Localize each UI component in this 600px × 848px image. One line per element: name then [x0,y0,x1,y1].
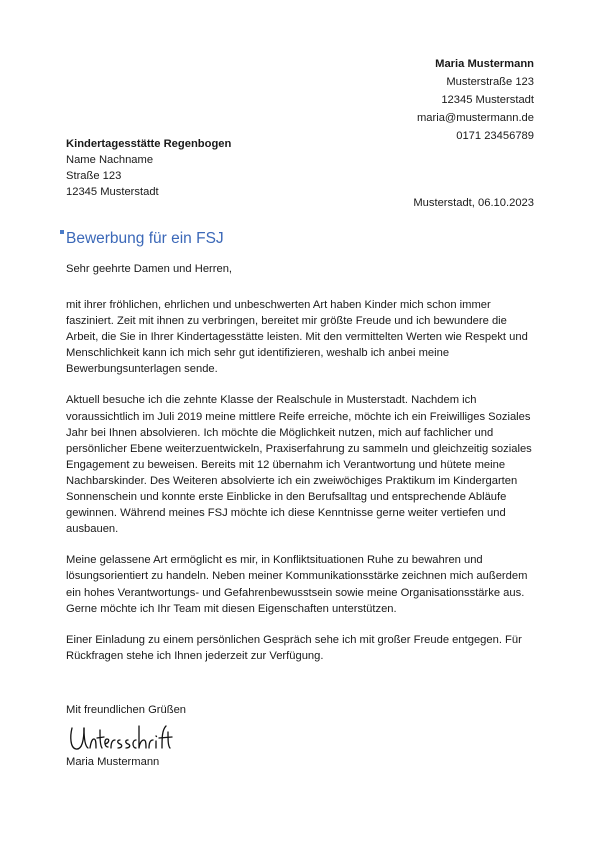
recipient-organization: Kindertagesstätte Regenbogen [66,138,232,150]
body-paragraph: Meine gelassene Art ermöglicht es mir, in Konfliktsituationen Ruhe zu bewahren und lösungsorientiert zu handeln. Neben meiner Kommunikationsstärke zeichnen mich außerdem ein hohes Verantwortungs- und Gefahrenbewusstsein sowie meine Organisationsstärke aus. Gerne möchte ich Ihr Team mit diesen Eigenschaften unterstützen. [66,554,528,615]
salutation: Sehr geehrte Damen und Herren, [66,263,233,275]
letter-date: Musterstadt, 06.10.2023 [413,197,534,209]
subject-heading: Bewerbung für ein FSJ [66,230,224,247]
handwritten-signature [64,718,174,761]
recipient-city: 12345 Musterstadt [66,186,159,198]
recipient-block [66,136,231,200]
sender-email: maria@mustermann.de [416,112,534,124]
body-paragraph: Einer Einladung zu einem persönlichen Gespräch sehe ich mit großer Freude entgegen. Für Rückfragen stehe ich Ihnen jederzeit zur Verfügung. [66,633,522,662]
sender-name: Maria Mustermann [435,58,534,70]
recipient-street: Straße 123 [66,170,122,182]
recipient-contact: Name Nachname [66,154,154,166]
body-paragraph: mit ihrer fröhlichen, ehrlichen und unbeschwerten Art haben Kinder mich schon immer fasziniert. Zeit mit ihnen zu verbringen, bereitet mir größte Freude und ich bewundere die Arbeit, die Sie in Ihrer Kindertagesstätte leisten. Mit den vermittelten Werten wie Respekt und Menschlichkeit kann ich mich sehr gut identifizieren, weshalb ich anbei meine Bewerbungsunterlagen sende. [66,299,528,376]
letter-body [66,297,538,679]
signer-name: Maria Mustermann [66,756,160,768]
closing-phrase: Mit freundlichen Grüßen [66,704,187,716]
heading-marker [60,230,64,234]
body-paragraph: Aktuell besuche ich die zehnte Klasse der Realschule in Musterstadt. Nachdem ich voraussichtlich im Juli 2019 meine mittlere Reife erreiche, möchte ich ein Freiwilliges Soziales Jahr bei Ihnen absolvieren. Ich möchte die Möglichkeit nutzen, mich auf fachlicher und persönlicher Ebene weiterzuentwickeln, Praxiserfahrung zu sammeln und gleichzeitig soziales Engagement zu beweisen. Bereits mit 12 übernahm ich Verantwortung und hütete meine Nachbarskinder. Des Weiteren absolvierte ich ein zweiwöchiges Praktikum im Kindergarten Sonnenschein und konnte erste Einblicke in den Berufsalltag und entsprechende Abläufe gewinnen. Während meines FSJ möchte ich diese Kenntnisse gerne weiter vertiefen und ausbauen. [66,394,532,536]
sender-block [417,55,534,145]
sender-city: 12345 Musterstadt [441,94,534,106]
sender-phone: 0171 23456789 [456,130,534,142]
sender-street: Musterstraße 123 [446,76,534,88]
